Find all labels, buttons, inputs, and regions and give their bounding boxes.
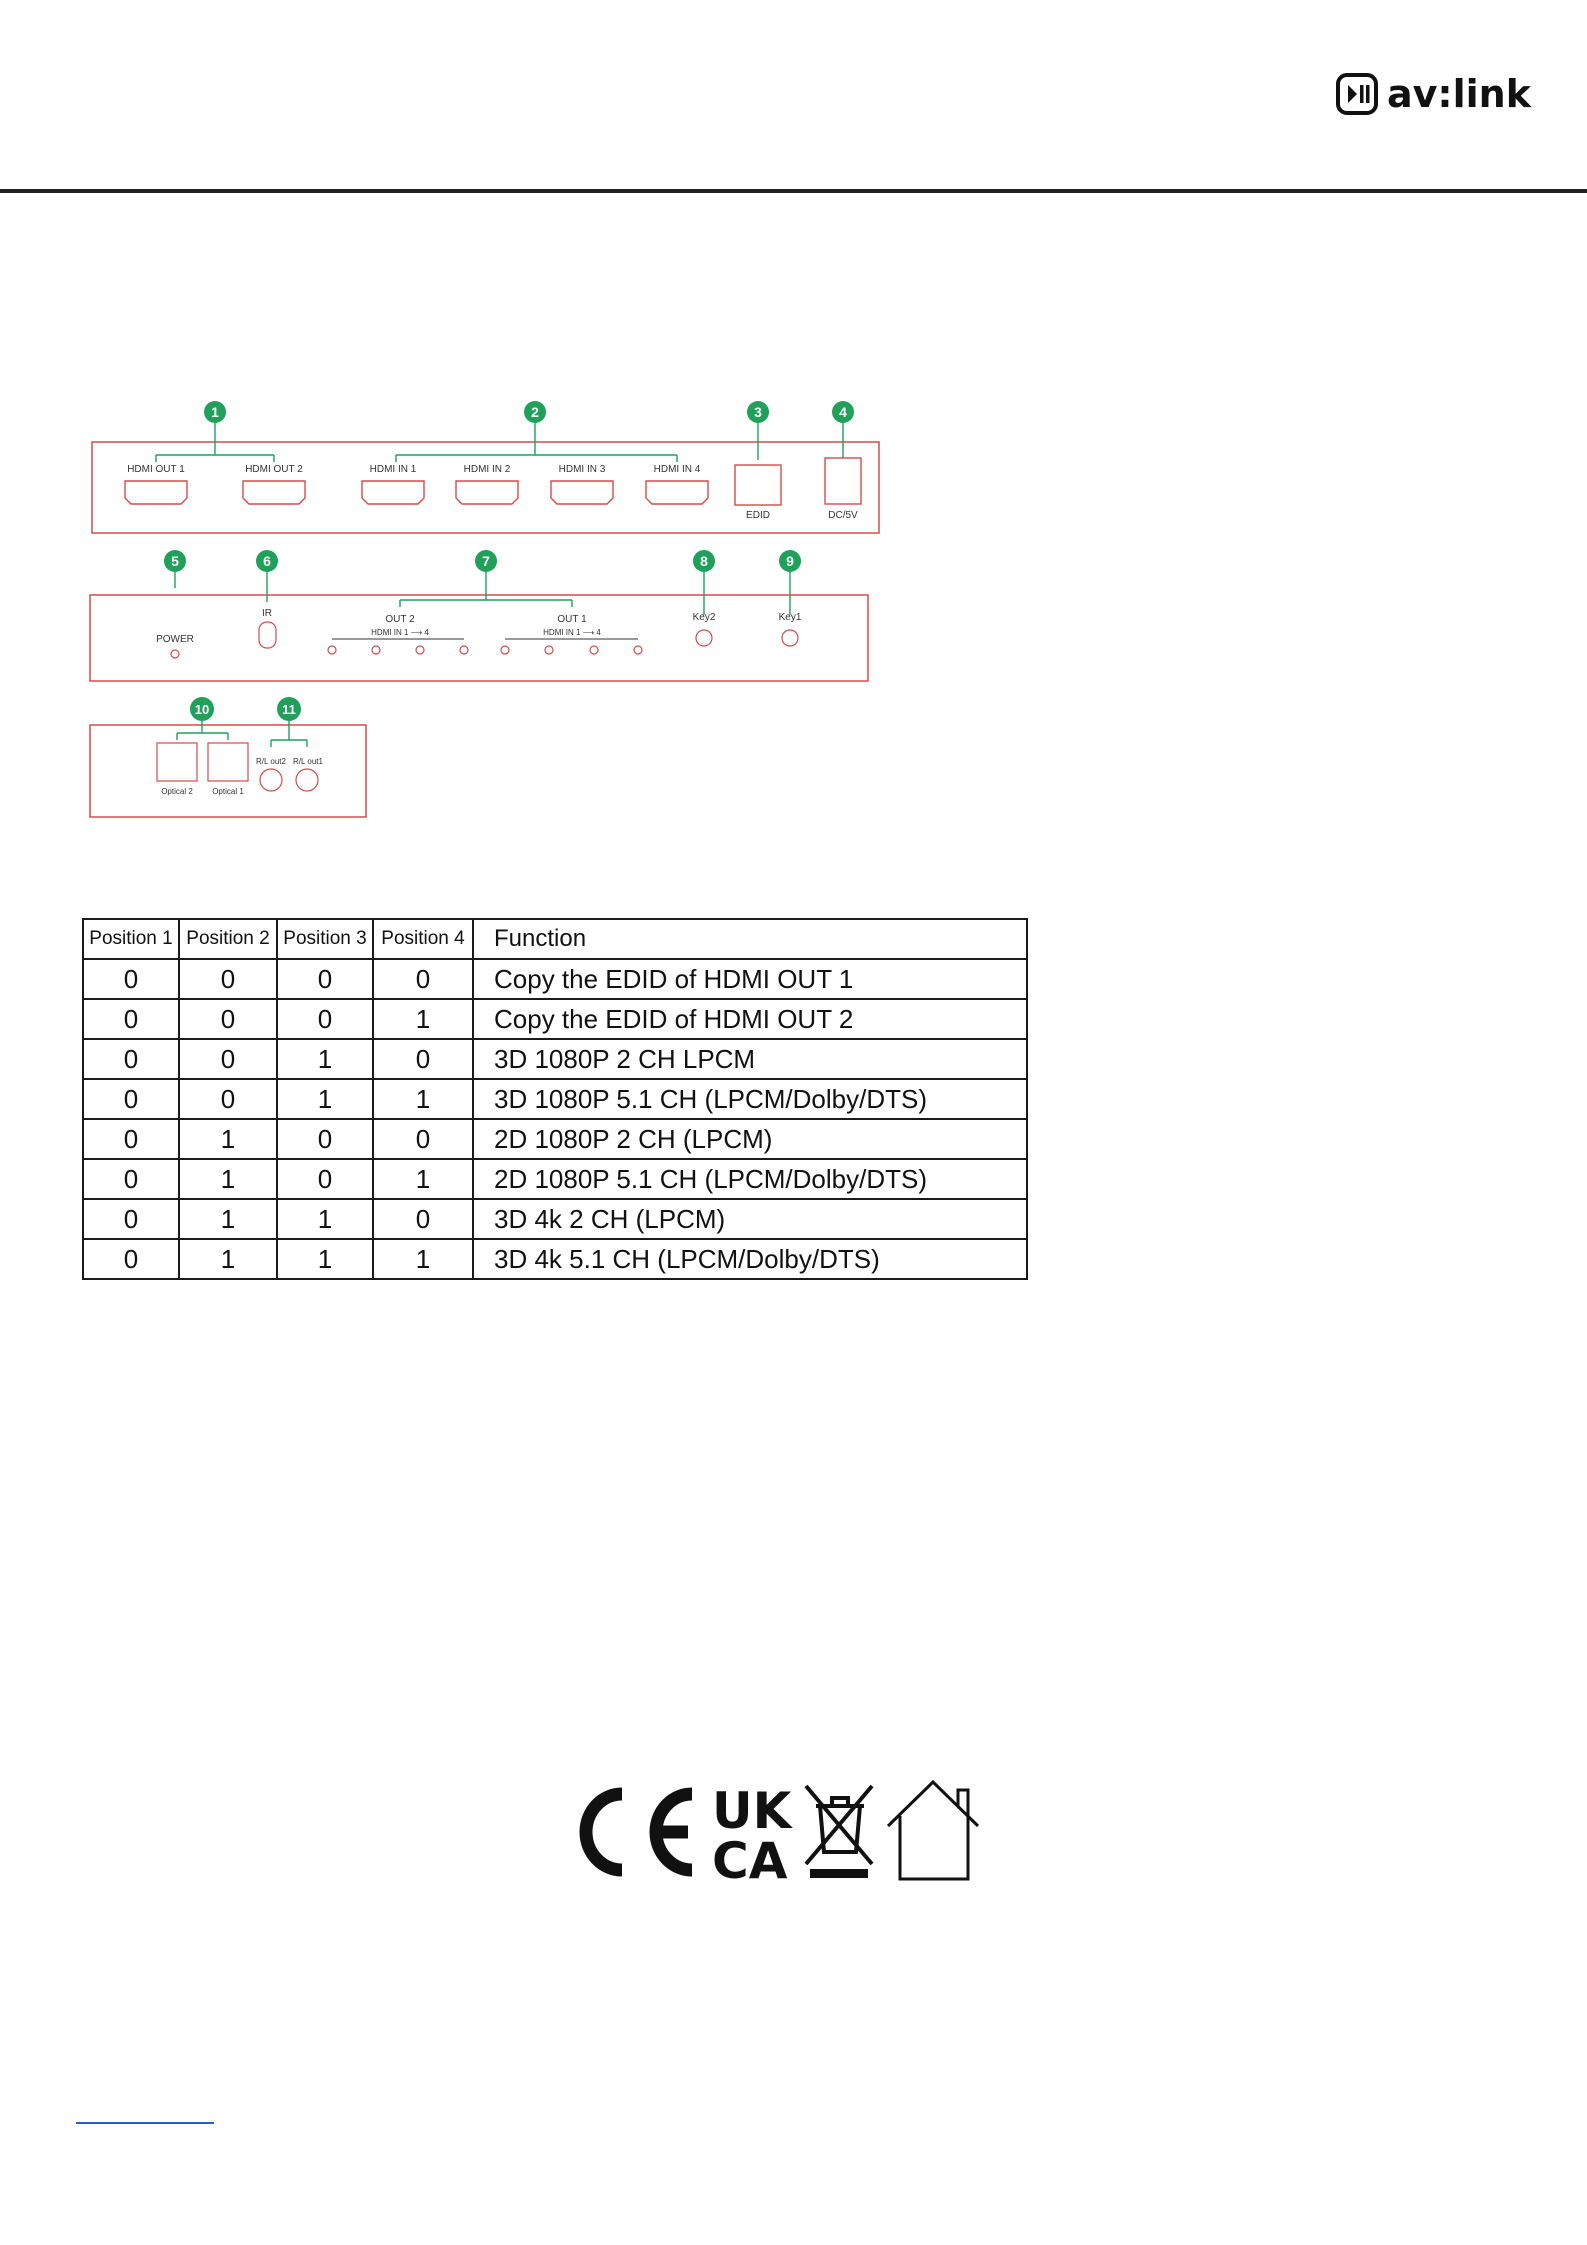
position-cell: 1 [373, 1079, 473, 1119]
out1-range-label: HDMI IN 1 ⟶ 4 [543, 628, 601, 637]
svg-text:11: 11 [282, 702, 296, 717]
position-cell: 0 [83, 999, 179, 1039]
port-label-hdmi-in-4: HDMI IN 4 [653, 464, 701, 475]
callout-2 [524, 401, 546, 423]
footer-link-underline[interactable] [76, 2122, 214, 2124]
position-cell: 1 [179, 1239, 277, 1279]
callout-4 [832, 401, 854, 423]
dc-jack-icon [825, 458, 861, 504]
hdmi-port-icon [243, 481, 305, 504]
optical2-label: Optical 2 [161, 787, 193, 796]
svg-text:4: 4 [839, 404, 847, 420]
column-header-position-3: Position 3 [277, 919, 373, 959]
position-cell: 1 [373, 1239, 473, 1279]
out2-range-label: HDMI IN 1 ⟶ 4 [371, 628, 429, 637]
position-cell: 1 [179, 1199, 277, 1239]
position-cell: 0 [83, 1079, 179, 1119]
position-cell: 0 [83, 1039, 179, 1079]
callout-1 [204, 401, 226, 423]
out2-led-icon [460, 646, 468, 654]
position-cell: 0 [373, 1039, 473, 1079]
position-cell: 0 [179, 1079, 277, 1119]
position-cell: 0 [179, 959, 277, 999]
position-cell: 1 [179, 1119, 277, 1159]
callout-7 [475, 550, 497, 572]
weee-bin-icon [806, 1786, 872, 1878]
callout-3 [747, 401, 769, 423]
hdmi-port-icon [456, 481, 518, 504]
svg-text:9: 9 [786, 553, 794, 569]
out1-led-icon [634, 646, 642, 654]
port-label-hdmi-in-1: HDMI IN 1 [369, 464, 417, 475]
position-cell: 0 [179, 1039, 277, 1079]
position-cell: 1 [373, 999, 473, 1039]
edid-function-table [82, 918, 1028, 1280]
callout-5 [164, 550, 186, 572]
optical-port-icon [157, 743, 197, 781]
position-cell: 1 [373, 1159, 473, 1199]
ir-label: IR [262, 608, 272, 619]
out2-led-icon [328, 646, 336, 654]
svg-text:8: 8 [700, 553, 708, 569]
key1-button-icon [782, 630, 798, 646]
table-row [83, 1239, 1027, 1279]
key2-label: Key2 [692, 612, 716, 623]
out2-label: OUT 2 [385, 614, 415, 625]
port-label-hdmi-out-1: HDMI OUT 1 [127, 464, 185, 475]
compliance-marks [570, 1776, 1020, 1886]
out1-led-icon [545, 646, 553, 654]
column-header-function: Function [473, 919, 1027, 959]
table-row [83, 1079, 1027, 1119]
function-cell: 2D 1080P 2 CH (LPCM) [473, 1119, 1027, 1159]
function-cell: Copy the EDID of HDMI OUT 1 [473, 959, 1027, 999]
svg-text:5: 5 [171, 553, 179, 569]
rl-out1-label: R/L out1 [293, 757, 323, 766]
position-cell: 0 [373, 1119, 473, 1159]
hdmi-port-icon [551, 481, 613, 504]
position-cell: 0 [83, 1159, 179, 1199]
table-row [83, 1159, 1027, 1199]
column-header-position-1: Position 1 [83, 919, 179, 959]
rca-jack-icon [296, 769, 318, 791]
svg-text:7: 7 [482, 553, 490, 569]
callout-6 [256, 550, 278, 572]
out1-led-icon [590, 646, 598, 654]
position-cell: 0 [83, 1199, 179, 1239]
callout-8 [693, 550, 715, 572]
out2-led-icon [416, 646, 424, 654]
rl-out2-label: R/L out2 [256, 757, 286, 766]
callout-10 [190, 697, 214, 721]
function-cell: 3D 1080P 2 CH LPCM [473, 1039, 1027, 1079]
position-cell: 1 [179, 1159, 277, 1199]
position-cell: 0 [277, 999, 373, 1039]
hdmi-port-icon [646, 481, 708, 504]
callout-11 [277, 697, 301, 721]
power-led-icon [171, 650, 179, 658]
position-cell: 0 [373, 1199, 473, 1239]
edid-switch-icon [735, 465, 781, 505]
svg-text:2: 2 [531, 404, 539, 420]
key1-label: Key1 [778, 612, 802, 623]
svg-text:UK: UK [712, 1782, 792, 1840]
edid-label: EDID [746, 510, 770, 521]
position-cell: 0 [83, 959, 179, 999]
svg-text:1: 1 [211, 404, 219, 420]
edid-function-table-wrapper [82, 918, 1028, 1280]
out1-label: OUT 1 [557, 614, 587, 625]
column-header-position-4: Position 4 [373, 919, 473, 959]
header-divider [0, 189, 1587, 193]
ukca-mark-icon [712, 1782, 794, 1886]
position-cell: 1 [277, 1199, 373, 1239]
position-cell: 0 [373, 959, 473, 999]
position-cell: 0 [83, 1119, 179, 1159]
play-pause-icon [1335, 72, 1379, 116]
table-row [83, 1039, 1027, 1079]
optical1-label: Optical 1 [212, 787, 244, 796]
table-header-row [83, 919, 1027, 959]
callout-9 [779, 550, 801, 572]
table-row [83, 959, 1027, 999]
port-label-hdmi-in-2: HDMI IN 2 [463, 464, 511, 475]
column-header-position-2: Position 2 [179, 919, 277, 959]
out1-led-icon [501, 646, 509, 654]
position-cell: 0 [277, 1119, 373, 1159]
dc-label: DC/5V [828, 510, 858, 521]
table-row [83, 1199, 1027, 1239]
port-label-hdmi-in-3: HDMI IN 3 [558, 464, 606, 475]
svg-text:6: 6 [263, 553, 271, 569]
position-cell: 0 [277, 959, 373, 999]
function-cell: 2D 1080P 5.1 CH (LPCM/Dolby/DTS) [473, 1159, 1027, 1199]
position-cell: 0 [179, 999, 277, 1039]
function-cell: 3D 4k 5.1 CH (LPCM/Dolby/DTS) [473, 1239, 1027, 1279]
svg-text:CA: CA [712, 1832, 788, 1886]
table-row [83, 1119, 1027, 1159]
key2-button-icon [696, 630, 712, 646]
svg-text:3: 3 [754, 404, 762, 420]
ce-mark-icon [586, 1794, 692, 1870]
indoor-use-house-icon [888, 1782, 978, 1879]
device-panel-diagram [60, 380, 910, 830]
function-cell: 3D 4k 2 CH (LPCM) [473, 1199, 1027, 1239]
hdmi-port-icon [125, 481, 187, 504]
hdmi-port-icon [362, 481, 424, 504]
position-cell: 0 [83, 1239, 179, 1279]
svg-text:10: 10 [194, 702, 210, 717]
position-cell: 0 [277, 1159, 373, 1199]
function-cell: 3D 1080P 5.1 CH (LPCM/Dolby/DTS) [473, 1079, 1027, 1119]
table-row [83, 999, 1027, 1039]
port-label-hdmi-out-2: HDMI OUT 2 [245, 464, 303, 475]
front-panel-controls [90, 595, 868, 681]
brand-logo [1335, 68, 1531, 120]
power-label: POWER [156, 634, 194, 645]
out2-led-icon [372, 646, 380, 654]
position-cell: 1 [277, 1079, 373, 1119]
position-cell: 1 [277, 1239, 373, 1279]
brand-name: av:link [1387, 72, 1531, 116]
position-cell: 1 [277, 1039, 373, 1079]
optical-port-icon [208, 743, 248, 781]
ir-sensor-icon [259, 622, 276, 648]
rca-jack-icon [260, 769, 282, 791]
function-cell: Copy the EDID of HDMI OUT 2 [473, 999, 1027, 1039]
